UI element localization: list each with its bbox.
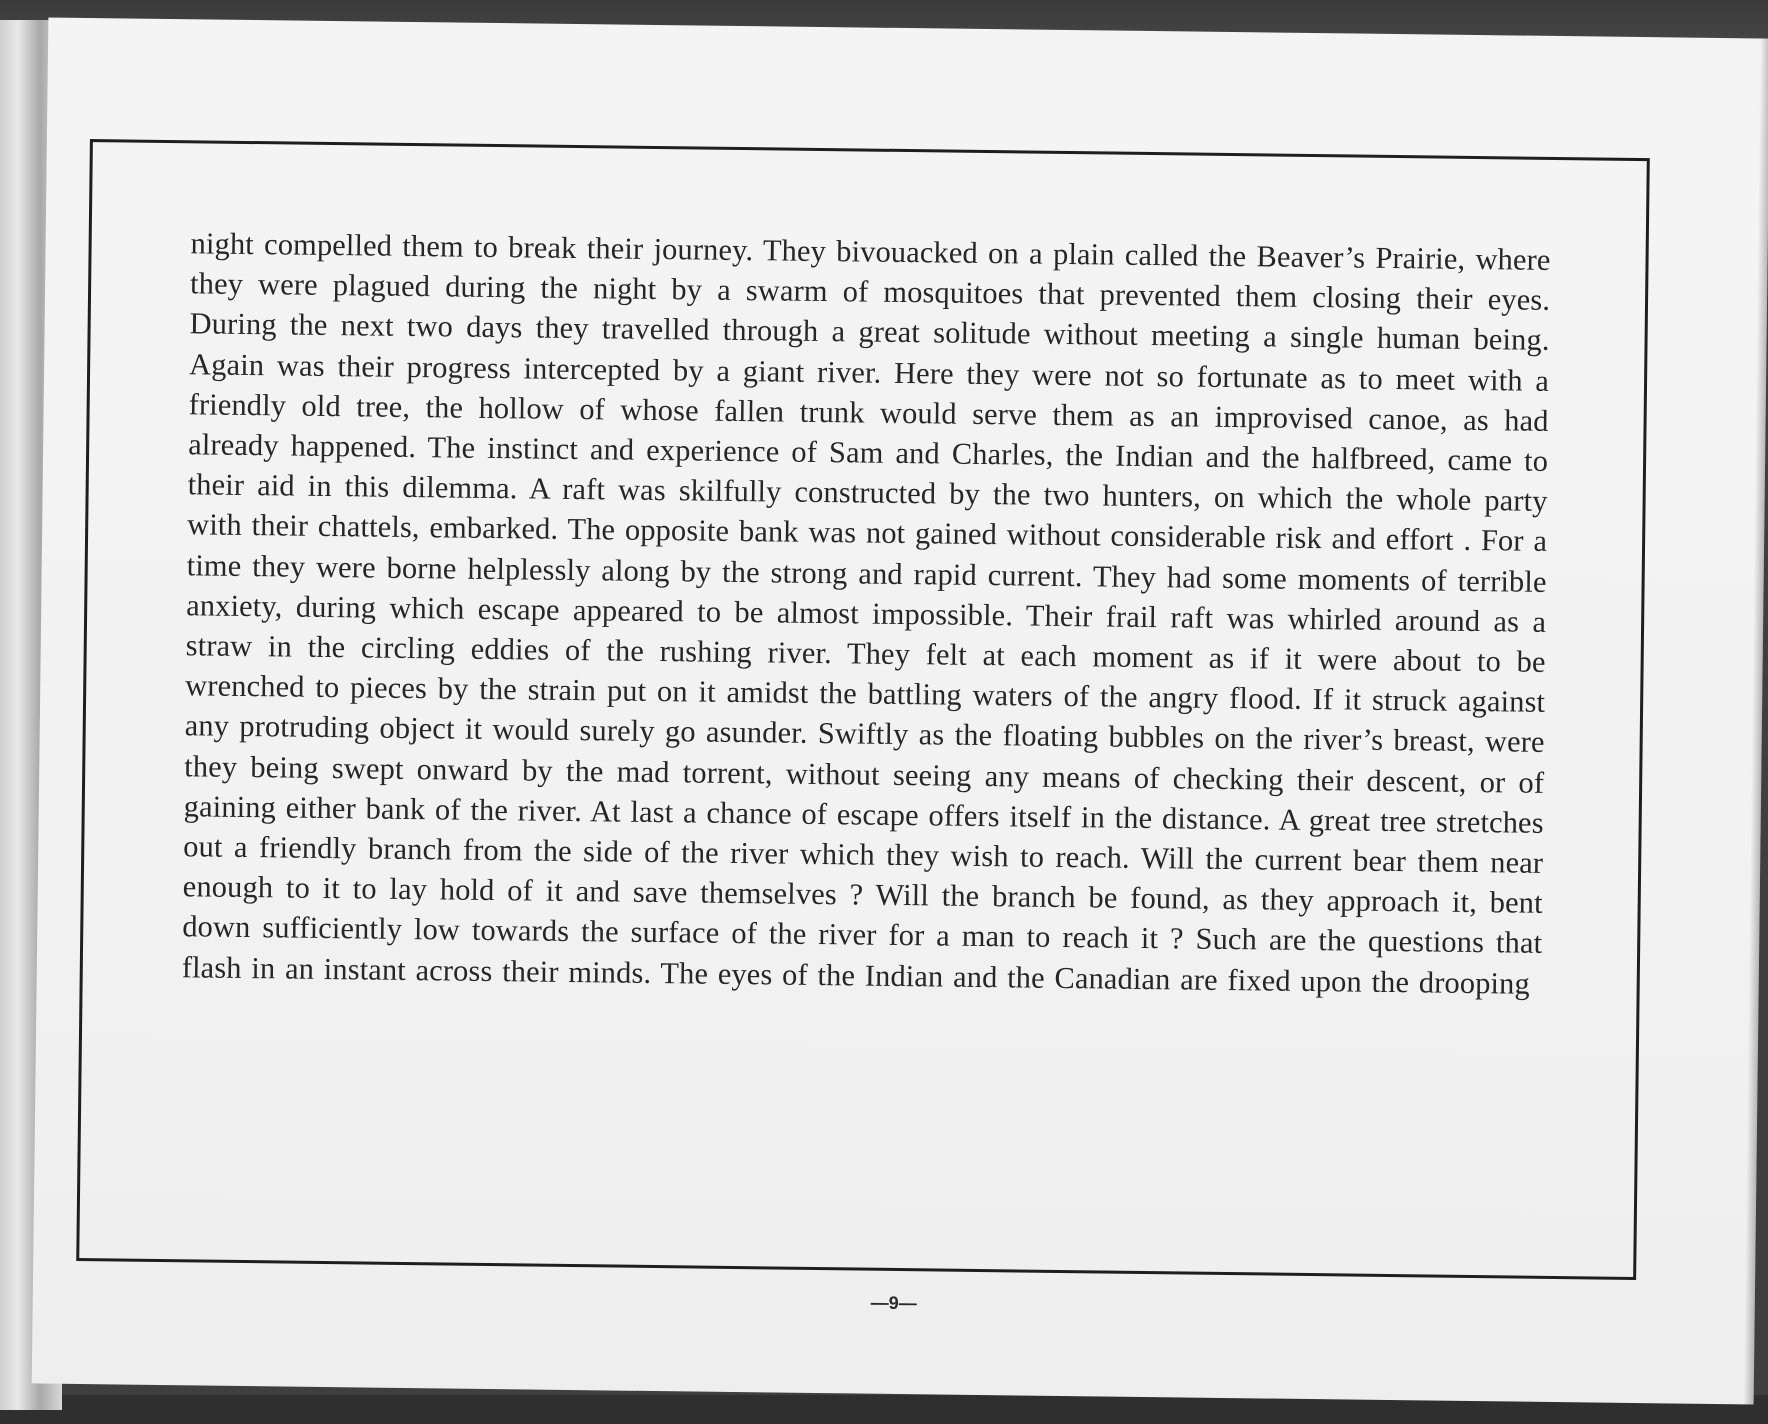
body-paragraph: night compelled them to break their journey. They bivouacked on a plain called the Beaver’s Prairie, where they were plagued during the night by a swarm of mosquitoes that prevented them closing their eyes. During the next two days they travelled through a great solitude without meeting a single human being. Again was their progress intercepted by a giant river. Here they were not so fortunate as to meet with a friendly old tree, the hollow of whose fallen trunk would serve them as an improvised canoe, as had already happened. The instinct and experience of Sam and Charles, the Indian and the halfbreed, came to their aid in this dilemma. A raft was skilfully constructed by the two hunters, on which the whole party with their chattels, embarked. The opposite bank was not gained without considerable risk and effort . For a time they were borne helplessly along by the strong and rapid current. They had some moments of terrible anxiety, during which escape appeared to be almost impossible. Their frail raft was whirled around as a straw in the circling eddies of the rushing river. They felt at each moment as if it were about to be wrenched to pieces by the strain put on it amidst the battling waters of the angry flood. If it struck against any protruding object it would surely go asunder. Swiftly as the floating bubbles on the river’s breast, were they being swept onward by the mad torrent, without seeing any means of checking their descent, or of gaining either bank of the river. At last a chance of escape offers itself in the distance. A great tree stretches out a friendly branch from the side of the river which they wish to reach. Will the current bear them near enough to it to lay hold of it and save themselves ? Will the branch be found, as they approach it, bent down sufficiently low towards the surface of the river for a man to reach it ? Such are the questions that flash in an instant across their minds. The eyes of the Indian and the Canadian are fixed upon the drooping	[181, 226, 1551, 1001]
book-page	[32, 18, 1768, 1405]
page-edge-shadow	[1744, 38, 1768, 1404]
text-frame-border	[76, 139, 1650, 1280]
page-number: —9—	[870, 1292, 917, 1314]
